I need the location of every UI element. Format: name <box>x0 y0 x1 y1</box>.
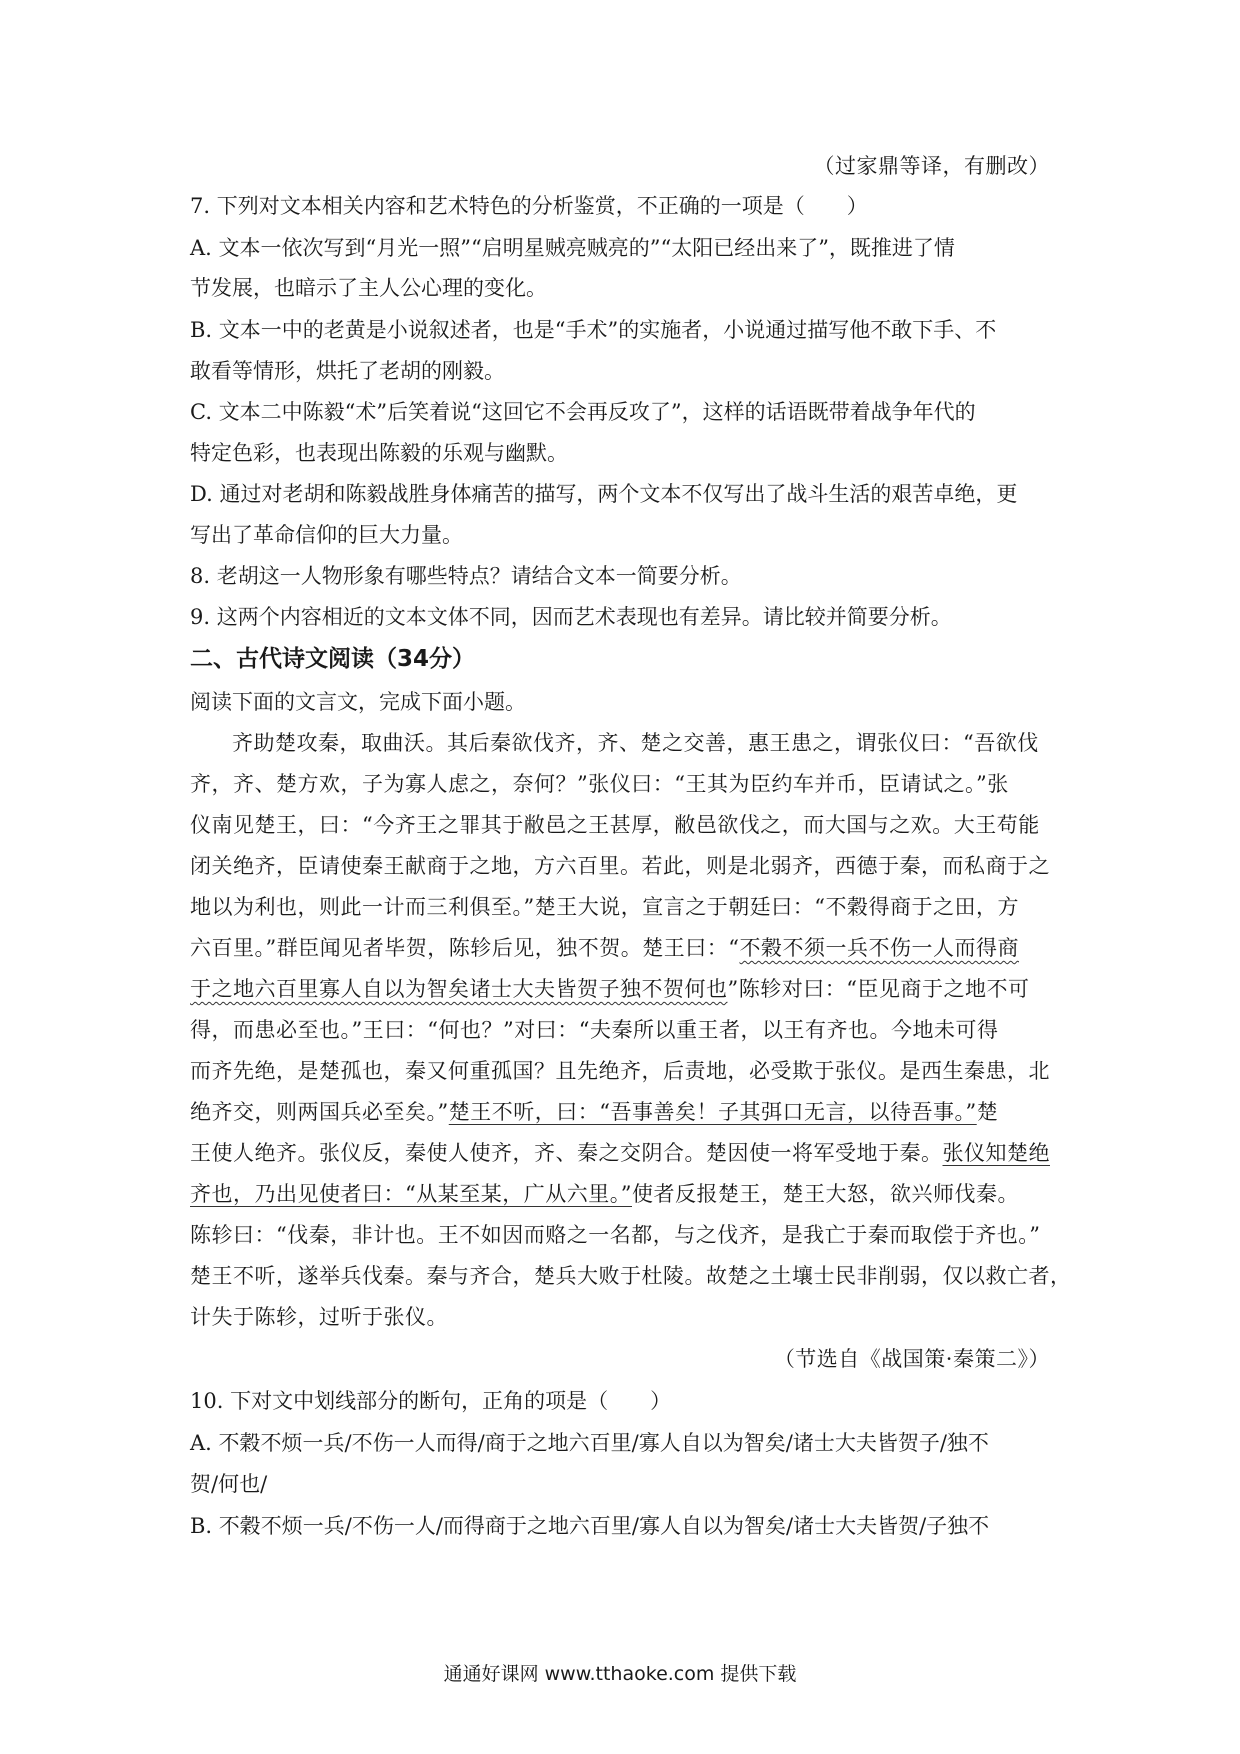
source-note: （过家鼎等译，有删改） <box>813 154 1050 178</box>
q7-option-d-line2: 写出了革命信仰的巨大力量。 <box>190 523 463 547</box>
passage-text: 王使人绝齐。张仪反，秦使人使齐，齐、秦之交阴合。楚因使一将军受地于秦。 <box>190 1141 943 1165</box>
q7-option-d-line1: D. 通过对老胡和陈毅战胜身体痛苦的描写，两个文本不仅写出了战斗生活的艰苦卓绝，更 <box>190 482 1018 506</box>
question-9: 9. 这两个内容相近的文本文体不同，因而艺术表现也有差异。请比较并简要分析。 <box>190 605 952 629</box>
passage-text: 绝齐交，则两国兵必至矣。” <box>190 1100 449 1124</box>
section-heading: 二、古代诗文阅读（34分） <box>190 646 476 672</box>
passage-source: （节选自《战国策·秦策二》） <box>773 1347 1050 1371</box>
q10-option-b-line1: B. 不穀不烦一兵/不伤一人/而得商于之地六百里/寡人自以为智矣/诸士大夫皆贺/子独不 <box>190 1514 990 1538</box>
passage-line: 地以为利也，则此一计而三利俱至。”楚王大说，宣言之于朝廷曰：“不穀得商于之田，方 <box>190 895 1019 919</box>
q10-option-a-line2: 贺/何也/ <box>190 1472 268 1496</box>
passage-line <box>190 1137 1050 1169</box>
passage-line <box>190 1096 998 1128</box>
passage-line: 仪南见楚王，曰：“今齐王之罪其于敝邑之王甚厚，敝邑欲伐之，而大国与之欢。大王苟能 <box>190 813 1040 837</box>
passage-line: 楚王不听，遂举兵伐秦。秦与齐合，楚兵大败于杜陵。故楚之土壤士民非削弱，仅以救亡者， <box>190 1264 1072 1288</box>
passage-text: 使者反报楚王，楚王大怒，欲兴师伐秦。 <box>631 1182 1019 1206</box>
q7-option-c-line1: C. 文本二中陈毅“术”后笑着说“这回它不会再反攻了”，这样的话语既带着战争年代的 <box>190 400 976 424</box>
q7-option-b-line1: B. 文本一中的老黄是小说叙述者，也是“手术”的实施者，小说通过描写他不敢下手、不 <box>190 318 997 342</box>
passage-line <box>190 932 1019 964</box>
passage-text: 六百里。”群臣闻见者毕贺，陈轸后见，独不贺。楚王曰：“ <box>190 936 740 960</box>
question-7: 7. 下列对文本相关内容和艺术特色的分析鉴赏，不正确的一项是（ ） <box>190 194 868 218</box>
passage-line: 计失于陈轸，过听于张仪。 <box>190 1305 448 1329</box>
q7-option-c-line2: 特定色彩，也表现出陈毅的乐观与幽默。 <box>190 441 568 465</box>
passage-line: 陈轸曰：“伐秦，非计也。王不如因而赂之一名都，与之伐齐，是我亡于秦而取偿于齐也。” <box>190 1223 1041 1247</box>
passage-line: 齐助楚攻秦，取曲沃。其后秦欲伐齐，齐、楚之交善，惠王患之，谓张仪曰：“吾欲伐 <box>232 731 1039 755</box>
underlined-sentence: 不穀不须一兵不伤一人而得商 <box>739 936 1019 960</box>
q7-option-b-line2: 敢看等情形，烘托了老胡的刚毅。 <box>190 359 505 383</box>
passage-line <box>190 1178 1019 1210</box>
underlined-sentence: 张仪知楚绝 <box>942 1141 1050 1165</box>
passage-line: 闭关绝齐，臣请使秦王献商于之地，方六百里。若此，则是北弱齐，西德于秦，而私商于之 <box>190 854 1050 878</box>
underlined-sentence: 于之地六百里寡人自以为智矣诸士大夫皆贺子独不贺何也 <box>190 977 728 1001</box>
passage-line <box>190 973 1029 1005</box>
question-8: 8. 老胡这一人物形象有哪些特点？请结合文本一简要分析。 <box>190 564 742 588</box>
passage-text: ”陈轸对曰：“臣见商于之地不可 <box>727 977 1030 1001</box>
passage-line: 而齐先绝，是楚孤也，秦又何重孤国？且先绝齐，后责地，必受欺于张仪。是西生秦患，北 <box>190 1059 1050 1083</box>
question-10: 10. 下对文中划线部分的断句，正角的项是（ ） <box>190 1389 672 1413</box>
q7-option-a-line1: A. 文本一依次写到“月光一照”“启明星贼亮贼亮的”“太阳已经出来了”，既推进了情 <box>190 236 955 260</box>
underlined-sentence: 齐也，乃出见使者曰：“从某至某，广从六里。” <box>190 1182 632 1206</box>
section-instruction: 阅读下面的文言文，完成下面小题。 <box>190 690 526 714</box>
passage-text: 楚 <box>976 1100 999 1124</box>
passage-line: 得，而患必至也。”王曰：“何也？”对曰：“夫秦所以重王者，以王有齐也。今地未可得 <box>190 1018 999 1042</box>
q10-option-a-line1: A. 不穀不烦一兵/不伤一人而得/商于之地六百里/寡人自以为智矣/诸士大夫皆贺子/独不 <box>190 1431 989 1455</box>
page-footer: 通通好课网 www.tthaoke.com 提供下载 <box>443 1663 797 1685</box>
q7-option-a-line2: 节发展，也暗示了主人公心理的变化。 <box>190 276 547 300</box>
underlined-sentence: 楚王不听，曰：“吾事善矣！子其弭口无言，以待吾事。” <box>448 1100 977 1124</box>
passage-line: 齐，齐、楚方欢，子为寡人虑之，奈何？”张仪曰：“王其为臣约车并币，臣请试之。”张 <box>190 772 1009 796</box>
